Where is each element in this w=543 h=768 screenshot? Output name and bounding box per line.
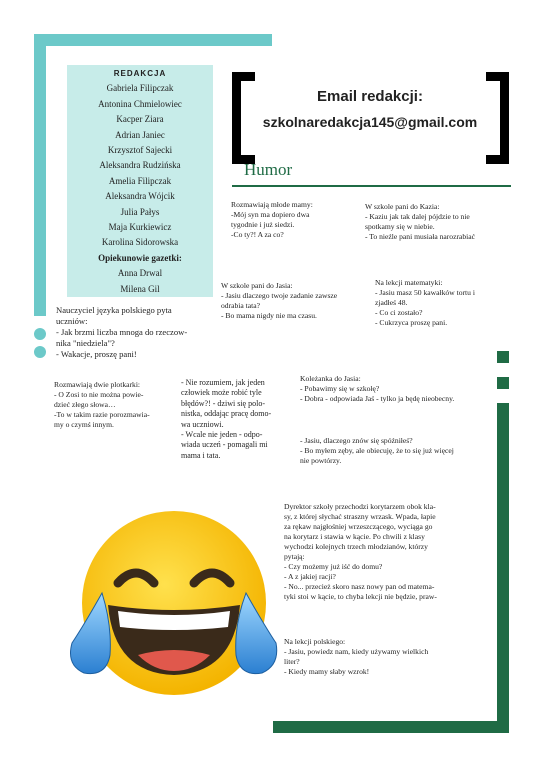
editor-name: Amelia Filipczak	[108, 175, 172, 186]
joke-school-game: Koleżanka do Jasia: - Pobawimy się w szkołę? - Dobra - odpowiada Jaś - tylko ja będę nieobecny.	[300, 374, 455, 403]
left-bracket	[232, 72, 255, 164]
email-address[interactable]: szkolnaredakcja145@gmail.com	[262, 114, 478, 130]
teal-frame-top	[34, 34, 272, 46]
title-underline	[232, 185, 511, 187]
editor-name: Aleksandra Rudzińska	[99, 160, 181, 171]
editor-name: Gabriela Filipczak	[106, 83, 174, 94]
editor-name: Karolina Sidorowska	[101, 237, 179, 248]
editors-heading: REDAKCJA	[113, 69, 167, 78]
green-square	[497, 377, 509, 389]
section-title: Humor	[244, 160, 293, 179]
teal-frame-left	[34, 34, 46, 316]
editor-name: Adrian Janiec	[115, 129, 165, 140]
joke-math: Na lekcji matematyki: - Jasiu masz 50 kawałków tortu i zjadłeś 48. - Co ci zostało? - Cukrzyca proszę pani.	[375, 278, 475, 327]
supervisor-name: Anna Drwal	[117, 268, 163, 279]
green-square	[497, 351, 509, 363]
joke-kazio: W szkole pani do Kazia: - Kaziu jak tak dalej pójdzie to nie spotkamy się w niebie. - To nieźle pani musiała narozrabiać	[365, 202, 476, 241]
joke-mistakes: - Nie rozumiem, jak jeden człowiek może robić tyle błędów?! - dziwi się polo- nistka, oddając pracę domo- wa uczniowi. - Wcale nie jeden - odpo- wiada uczeń - pomagali mi mama i tata.	[181, 378, 272, 460]
editor-name: Maja Kurkiewicz	[108, 222, 172, 233]
joke-homework: W szkole pani do Jasia: - Jasiu dlaczego twoje zadanie zawsze odrabia tata? - Bo mama nigdy nie ma czasu.	[221, 281, 338, 320]
email-label: Email redakcji:	[317, 88, 423, 105]
editors-box	[67, 65, 213, 297]
joke-plural: Nauczyciel języka polskiego pyta uczniów: - Jak brzmi liczba mnoga do rzeczow- nika "niedziela"? - Wakacje, proszę pani!	[56, 305, 188, 359]
green-frame-right	[497, 403, 509, 733]
joke-gossips: Rozmawiają dwie plotkarki: - O Zosi to nie można powie- dzieć złego słowa… -To w takim razie porozmawia- my o czymś innym.	[54, 380, 150, 429]
laughing-crying-emoji-icon	[66, 505, 280, 705]
editor-name: Krzysztof Sajecki	[107, 145, 173, 156]
editor-name: Antonina Chmielowiec	[98, 98, 182, 109]
editor-name: Aleksandra Wójcik	[105, 191, 175, 202]
editor-name: Kacper Ziara	[116, 114, 164, 125]
teal-dot	[34, 346, 46, 358]
joke-capital-letters: Na lekcji polskiego: - Jasiu, powiedz nam, kiedy używamy wielkich liter? - Kiedy mamy słaby wzrok!	[284, 637, 429, 676]
green-frame-bottom	[273, 721, 509, 733]
joke-young-moms: Rozmawiają młode mamy: -Mój syn ma dopiero dwa tygodnie i już siedzi. -Co ty?! A za co?	[231, 200, 313, 239]
joke-director: Dyrektor szkoły przechodzi korytarzem obok kla- sy, z której słychać straszny wrzask. Wpada, łapie za rękaw najgłośniej wrzeszczącego, wyciąga go na korytarz i stawia w kącie. Po chwili z klasy wychodzi kolejnych trzech młodzianów, którzy pytają: - Czy możemy już iść do domu? - A z jakiej racji? - No... przecież skoro nasz nowy pan od matema- tyki stoi w kącie, to chyba lekcji nie będzie, praw-	[284, 502, 437, 601]
editor-name: Julia Pałys	[120, 206, 160, 217]
right-bracket	[486, 72, 509, 164]
joke-late: - Jasiu, dlaczego znów się spóźniłeś? - Bo myłem zęby, ale obiecuję, że to się już więcej nie powtórzy.	[300, 436, 454, 465]
supervisor-name: Milena Gil	[120, 283, 160, 294]
supervisors-heading: Opiekunowie gazetki:	[98, 252, 182, 263]
teal-dot	[34, 328, 46, 340]
